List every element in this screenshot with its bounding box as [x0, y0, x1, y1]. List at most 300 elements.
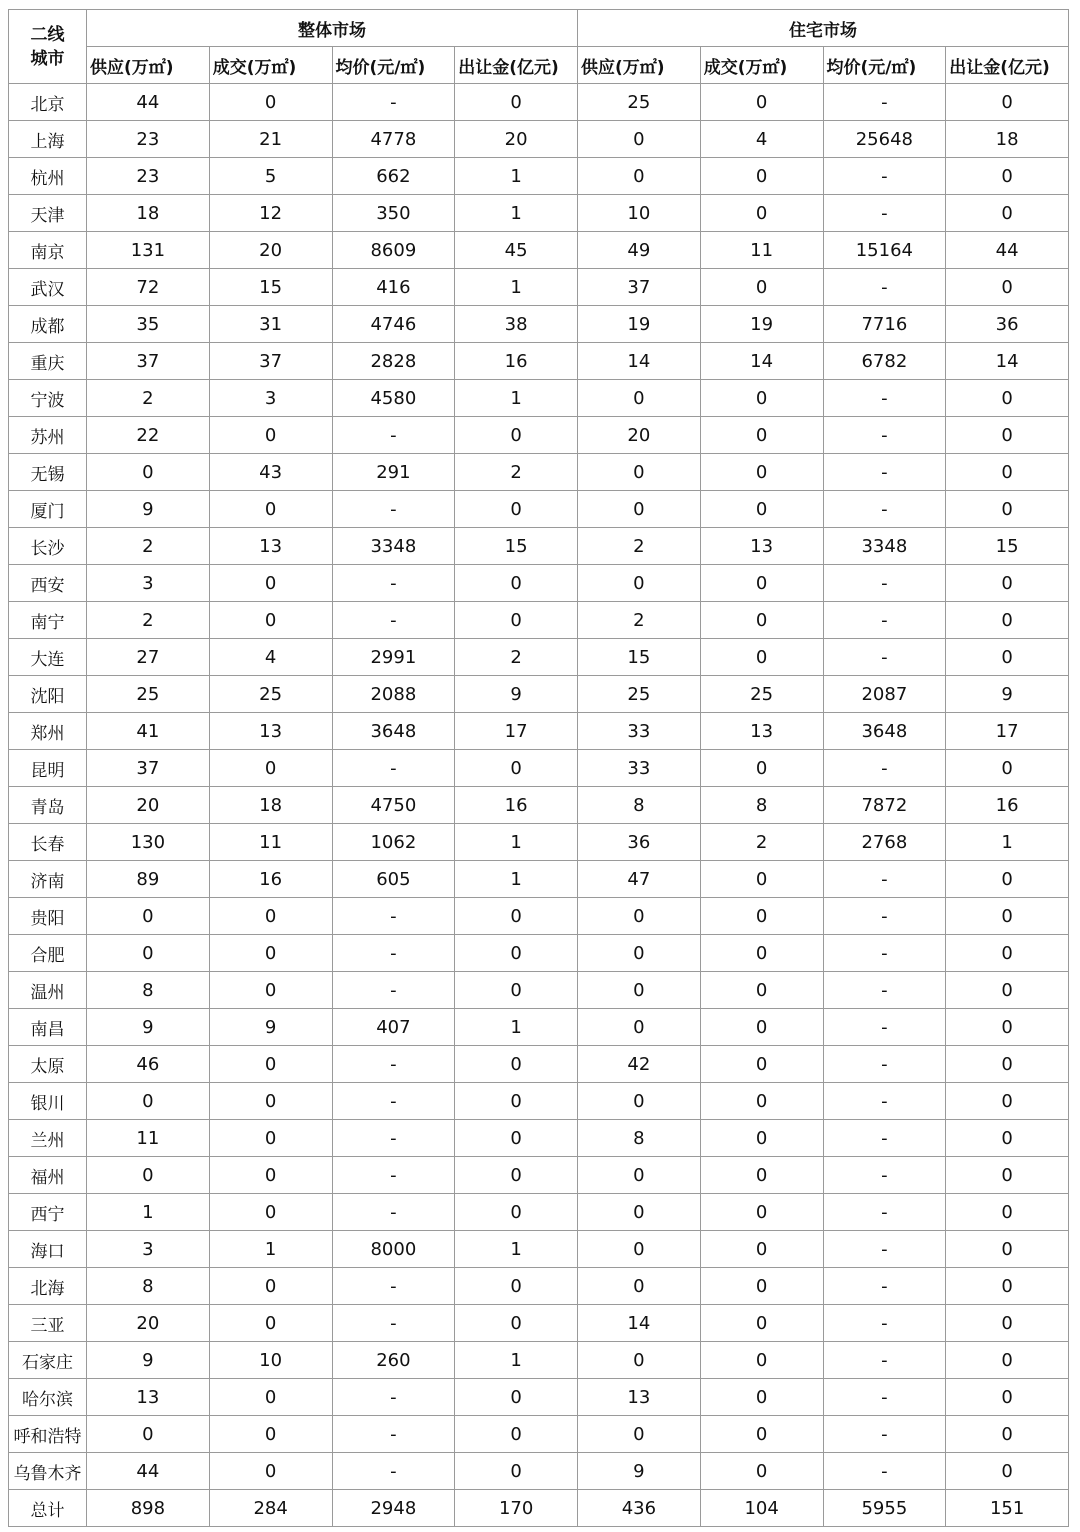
- value-cell: 0: [455, 1157, 578, 1194]
- value-cell: 0: [700, 417, 823, 454]
- value-cell: -: [823, 1157, 946, 1194]
- table-row: [9, 1379, 1069, 1416]
- value-cell: 7716: [823, 306, 946, 343]
- city-name-cell: 南昌: [9, 1009, 87, 1046]
- city-name-cell: 北海: [9, 1268, 87, 1305]
- value-cell: 0: [700, 1083, 823, 1120]
- table-row: [9, 898, 1069, 935]
- value-cell: 23: [87, 158, 210, 195]
- value-cell: 1: [209, 1231, 332, 1268]
- value-cell: 0: [946, 84, 1069, 121]
- city-name-cell: 福州: [9, 1157, 87, 1194]
- value-cell: 2: [700, 824, 823, 861]
- value-cell: 22: [87, 417, 210, 454]
- value-cell: 0: [946, 1268, 1069, 1305]
- table-row: [9, 269, 1069, 306]
- value-cell: 0: [946, 639, 1069, 676]
- value-cell: 0: [209, 972, 332, 1009]
- value-cell: -: [332, 972, 455, 1009]
- table-row: [9, 1453, 1069, 1490]
- table-row: [9, 1231, 1069, 1268]
- value-cell: 37: [209, 343, 332, 380]
- value-cell: 0: [209, 1046, 332, 1083]
- value-cell: 3: [87, 565, 210, 602]
- table-row: [9, 1305, 1069, 1342]
- value-cell: 0: [578, 565, 701, 602]
- value-cell: -: [332, 935, 455, 972]
- value-cell: -: [332, 750, 455, 787]
- value-cell: 5955: [823, 1490, 946, 1527]
- value-cell: 0: [700, 861, 823, 898]
- value-cell: 0: [455, 84, 578, 121]
- table-row: [9, 454, 1069, 491]
- value-cell: -: [332, 1083, 455, 1120]
- value-cell: 31: [209, 306, 332, 343]
- value-cell: 2: [455, 639, 578, 676]
- table-row: [9, 1120, 1069, 1157]
- table-row: [9, 935, 1069, 972]
- value-cell: 0: [209, 1157, 332, 1194]
- value-cell: 0: [946, 417, 1069, 454]
- value-cell: 10: [578, 195, 701, 232]
- value-cell: 0: [700, 972, 823, 1009]
- value-cell: 291: [332, 454, 455, 491]
- value-cell: 12: [209, 195, 332, 232]
- value-cell: 9: [209, 1009, 332, 1046]
- value-cell: 0: [946, 1453, 1069, 1490]
- value-cell: 4750: [332, 787, 455, 824]
- value-cell: -: [823, 158, 946, 195]
- value-cell: 44: [946, 232, 1069, 269]
- city-name-cell: 贵阳: [9, 898, 87, 935]
- value-cell: 89: [87, 861, 210, 898]
- value-cell: 21: [209, 121, 332, 158]
- value-cell: 0: [700, 84, 823, 121]
- value-cell: 1: [946, 824, 1069, 861]
- city-name-cell: 沈阳: [9, 676, 87, 713]
- column-header: 供应(万㎡): [87, 47, 210, 84]
- value-cell: -: [823, 1083, 946, 1120]
- value-cell: 1: [455, 195, 578, 232]
- value-cell: 0: [455, 417, 578, 454]
- value-cell: -: [823, 269, 946, 306]
- value-cell: 43: [209, 454, 332, 491]
- value-cell: 0: [700, 1231, 823, 1268]
- value-cell: 0: [700, 1379, 823, 1416]
- table-row: [9, 1416, 1069, 1453]
- value-cell: 0: [87, 1083, 210, 1120]
- value-cell: 13: [209, 713, 332, 750]
- table-row: [9, 861, 1069, 898]
- value-cell: 3: [209, 380, 332, 417]
- value-cell: 0: [946, 1194, 1069, 1231]
- value-cell: 0: [700, 1120, 823, 1157]
- value-cell: 0: [578, 898, 701, 935]
- value-cell: 9: [87, 1342, 210, 1379]
- value-cell: 8: [578, 1120, 701, 1157]
- value-cell: -: [823, 565, 946, 602]
- value-cell: 260: [332, 1342, 455, 1379]
- value-cell: 8000: [332, 1231, 455, 1268]
- city-name-cell: 总计: [9, 1490, 87, 1527]
- value-cell: 18: [209, 787, 332, 824]
- value-cell: 9: [455, 676, 578, 713]
- column-header: 成交(万㎡): [700, 47, 823, 84]
- value-cell: 33: [578, 713, 701, 750]
- value-cell: -: [823, 1379, 946, 1416]
- value-cell: 0: [578, 1342, 701, 1379]
- value-cell: 151: [946, 1490, 1069, 1527]
- value-cell: 407: [332, 1009, 455, 1046]
- value-cell: 37: [87, 750, 210, 787]
- value-cell: -: [823, 972, 946, 1009]
- value-cell: 0: [700, 898, 823, 935]
- value-cell: 14: [578, 343, 701, 380]
- table-row: [9, 1342, 1069, 1379]
- value-cell: 7872: [823, 787, 946, 824]
- value-cell: -: [332, 1416, 455, 1453]
- value-cell: 0: [209, 750, 332, 787]
- value-cell: -: [823, 454, 946, 491]
- value-cell: 25648: [823, 121, 946, 158]
- value-cell: 0: [455, 1416, 578, 1453]
- value-cell: 0: [578, 935, 701, 972]
- value-cell: 0: [209, 1194, 332, 1231]
- value-cell: 0: [578, 972, 701, 1009]
- value-cell: 3648: [823, 713, 946, 750]
- value-cell: 0: [455, 1268, 578, 1305]
- column-header: 均价(元/㎡): [332, 47, 455, 84]
- value-cell: 2948: [332, 1490, 455, 1527]
- value-cell: 38: [455, 306, 578, 343]
- value-cell: 0: [455, 1194, 578, 1231]
- value-cell: -: [823, 1416, 946, 1453]
- value-cell: 14: [946, 343, 1069, 380]
- value-cell: 0: [946, 1120, 1069, 1157]
- table-row: [9, 1268, 1069, 1305]
- value-cell: 16: [455, 787, 578, 824]
- value-cell: 11: [209, 824, 332, 861]
- value-cell: 0: [209, 1120, 332, 1157]
- city-name-cell: 三亚: [9, 1305, 87, 1342]
- value-cell: 0: [578, 1009, 701, 1046]
- value-cell: -: [823, 491, 946, 528]
- value-cell: 13: [700, 713, 823, 750]
- land-market-table: [8, 9, 1069, 1527]
- city-name-cell: 济南: [9, 861, 87, 898]
- table-row: [9, 528, 1069, 565]
- value-cell: 16: [946, 787, 1069, 824]
- value-cell: 2: [455, 454, 578, 491]
- table-row: [9, 1046, 1069, 1083]
- value-cell: 0: [700, 1046, 823, 1083]
- value-cell: 9: [946, 676, 1069, 713]
- value-cell: 0: [946, 1416, 1069, 1453]
- value-cell: -: [332, 1268, 455, 1305]
- value-cell: 0: [700, 750, 823, 787]
- value-cell: 0: [946, 491, 1069, 528]
- value-cell: 8: [578, 787, 701, 824]
- value-cell: 0: [946, 565, 1069, 602]
- value-cell: 0: [87, 898, 210, 935]
- value-cell: 0: [700, 1157, 823, 1194]
- value-cell: 0: [700, 269, 823, 306]
- value-cell: 2: [87, 602, 210, 639]
- value-cell: 20: [578, 417, 701, 454]
- value-cell: 0: [700, 158, 823, 195]
- value-cell: 25: [700, 676, 823, 713]
- city-name-cell: 南京: [9, 232, 87, 269]
- value-cell: 0: [209, 1268, 332, 1305]
- value-cell: 41: [87, 713, 210, 750]
- value-cell: 0: [209, 491, 332, 528]
- value-cell: 0: [946, 935, 1069, 972]
- value-cell: 27: [87, 639, 210, 676]
- value-cell: 0: [578, 380, 701, 417]
- table-row: [9, 713, 1069, 750]
- value-cell: 131: [87, 232, 210, 269]
- value-cell: -: [332, 1157, 455, 1194]
- value-cell: 4: [209, 639, 332, 676]
- table-header: [9, 10, 1069, 84]
- value-cell: -: [823, 1009, 946, 1046]
- value-cell: 10: [209, 1342, 332, 1379]
- city-name-cell: 海口: [9, 1231, 87, 1268]
- value-cell: 36: [578, 824, 701, 861]
- value-cell: 0: [700, 1268, 823, 1305]
- city-name-cell: 无锡: [9, 454, 87, 491]
- value-cell: 20: [455, 121, 578, 158]
- value-cell: 0: [455, 1120, 578, 1157]
- city-column-header: [9, 10, 87, 84]
- value-cell: 662: [332, 158, 455, 195]
- value-cell: 3: [87, 1231, 210, 1268]
- value-cell: -: [332, 565, 455, 602]
- value-cell: -: [823, 861, 946, 898]
- value-cell: -: [823, 1305, 946, 1342]
- value-cell: 3648: [332, 713, 455, 750]
- value-cell: 72: [87, 269, 210, 306]
- value-cell: 25: [578, 84, 701, 121]
- value-cell: 0: [700, 454, 823, 491]
- value-cell: 25: [578, 676, 701, 713]
- value-cell: -: [823, 935, 946, 972]
- value-cell: -: [823, 1453, 946, 1490]
- value-cell: 25: [209, 676, 332, 713]
- value-cell: 42: [578, 1046, 701, 1083]
- value-cell: 1: [455, 861, 578, 898]
- value-cell: -: [332, 1453, 455, 1490]
- value-cell: -: [823, 195, 946, 232]
- value-cell: 46: [87, 1046, 210, 1083]
- value-cell: 1: [455, 158, 578, 195]
- value-cell: 0: [455, 1305, 578, 1342]
- city-name-cell: 西安: [9, 565, 87, 602]
- city-name-cell: 乌鲁木齐: [9, 1453, 87, 1490]
- value-cell: 36: [946, 306, 1069, 343]
- table-row: [9, 195, 1069, 232]
- value-cell: 1: [455, 1342, 578, 1379]
- value-cell: 4746: [332, 306, 455, 343]
- table-row: [9, 343, 1069, 380]
- value-cell: 0: [209, 898, 332, 935]
- value-cell: 1: [87, 1194, 210, 1231]
- value-cell: 15: [455, 528, 578, 565]
- value-cell: 0: [578, 121, 701, 158]
- city-name-cell: 郑州: [9, 713, 87, 750]
- column-header: 出让金(亿元): [455, 47, 578, 84]
- city-name-cell: 兰州: [9, 1120, 87, 1157]
- table-row: [9, 121, 1069, 158]
- value-cell: 37: [578, 269, 701, 306]
- value-cell: -: [823, 898, 946, 935]
- value-cell: 23: [87, 121, 210, 158]
- value-cell: -: [823, 1194, 946, 1231]
- value-cell: 0: [209, 935, 332, 972]
- value-cell: 0: [700, 195, 823, 232]
- city-name-cell: 宁波: [9, 380, 87, 417]
- value-cell: 0: [700, 1305, 823, 1342]
- value-cell: 15: [209, 269, 332, 306]
- city-name-cell: 太原: [9, 1046, 87, 1083]
- city-name-cell: 哈尔滨: [9, 1379, 87, 1416]
- value-cell: 0: [455, 602, 578, 639]
- table-row: [9, 232, 1069, 269]
- value-cell: 898: [87, 1490, 210, 1527]
- value-cell: -: [332, 491, 455, 528]
- value-cell: 0: [455, 972, 578, 1009]
- value-cell: 3348: [823, 528, 946, 565]
- value-cell: 18: [946, 121, 1069, 158]
- value-cell: 0: [946, 1157, 1069, 1194]
- table-row: [9, 1194, 1069, 1231]
- value-cell: 0: [946, 602, 1069, 639]
- value-cell: 0: [209, 84, 332, 121]
- value-cell: 1: [455, 380, 578, 417]
- city-name-cell: 南宁: [9, 602, 87, 639]
- value-cell: 1: [455, 1231, 578, 1268]
- city-name-cell: 长春: [9, 824, 87, 861]
- value-cell: 0: [700, 1009, 823, 1046]
- value-cell: 0: [209, 602, 332, 639]
- value-cell: 2087: [823, 676, 946, 713]
- column-header: 成交(万㎡): [209, 47, 332, 84]
- value-cell: 0: [700, 565, 823, 602]
- value-cell: -: [332, 1046, 455, 1083]
- value-cell: 416: [332, 269, 455, 306]
- city-name-cell: 合肥: [9, 935, 87, 972]
- value-cell: 350: [332, 195, 455, 232]
- value-cell: 0: [578, 1268, 701, 1305]
- value-cell: 0: [700, 1194, 823, 1231]
- value-cell: 0: [578, 158, 701, 195]
- value-cell: 14: [578, 1305, 701, 1342]
- table-row: [9, 1157, 1069, 1194]
- city-name-cell: 石家庄: [9, 1342, 87, 1379]
- value-cell: -: [332, 1194, 455, 1231]
- value-cell: 0: [700, 1342, 823, 1379]
- value-cell: 13: [209, 528, 332, 565]
- city-name-cell: 银川: [9, 1083, 87, 1120]
- value-cell: 0: [700, 491, 823, 528]
- value-cell: 18: [87, 195, 210, 232]
- value-cell: 49: [578, 232, 701, 269]
- city-name-cell: 大连: [9, 639, 87, 676]
- value-cell: 0: [209, 1416, 332, 1453]
- value-cell: 0: [578, 1157, 701, 1194]
- value-cell: 436: [578, 1490, 701, 1527]
- value-cell: 0: [700, 1416, 823, 1453]
- value-cell: -: [332, 898, 455, 935]
- residential-market-header: 住宅市场: [578, 10, 1069, 47]
- value-cell: 0: [455, 1083, 578, 1120]
- value-cell: 16: [455, 343, 578, 380]
- value-cell: -: [332, 84, 455, 121]
- city-name-cell: 杭州: [9, 158, 87, 195]
- value-cell: 0: [946, 158, 1069, 195]
- value-cell: 0: [87, 1157, 210, 1194]
- table-row: [9, 417, 1069, 454]
- value-cell: 35: [87, 306, 210, 343]
- value-cell: -: [823, 750, 946, 787]
- city-name-cell: 厦门: [9, 491, 87, 528]
- value-cell: 8: [87, 1268, 210, 1305]
- column-header: 均价(元/㎡): [823, 47, 946, 84]
- value-cell: 19: [578, 306, 701, 343]
- value-cell: 0: [209, 1305, 332, 1342]
- city-header-line1: 二线: [30, 24, 65, 45]
- value-cell: 0: [455, 1379, 578, 1416]
- value-cell: 9: [87, 491, 210, 528]
- value-cell: -: [823, 1120, 946, 1157]
- value-cell: 19: [700, 306, 823, 343]
- value-cell: 0: [87, 454, 210, 491]
- value-cell: 0: [578, 1083, 701, 1120]
- value-cell: 0: [209, 565, 332, 602]
- value-cell: 4580: [332, 380, 455, 417]
- value-cell: 17: [946, 713, 1069, 750]
- value-cell: 15: [946, 528, 1069, 565]
- city-header-line2: 城市: [30, 48, 65, 69]
- city-name-cell: 西宁: [9, 1194, 87, 1231]
- value-cell: 0: [700, 935, 823, 972]
- value-cell: 0: [578, 454, 701, 491]
- value-cell: 0: [455, 898, 578, 935]
- value-cell: 0: [700, 602, 823, 639]
- value-cell: -: [332, 1120, 455, 1157]
- value-cell: 2088: [332, 676, 455, 713]
- value-cell: -: [823, 1342, 946, 1379]
- table-row: [9, 824, 1069, 861]
- value-cell: 0: [946, 1046, 1069, 1083]
- value-cell: 0: [578, 1231, 701, 1268]
- value-cell: 1: [455, 824, 578, 861]
- value-cell: 5: [209, 158, 332, 195]
- value-cell: 0: [946, 898, 1069, 935]
- value-cell: 20: [209, 232, 332, 269]
- value-cell: 13: [578, 1379, 701, 1416]
- value-cell: 6782: [823, 343, 946, 380]
- value-cell: -: [823, 84, 946, 121]
- value-cell: 11: [87, 1120, 210, 1157]
- value-cell: 1: [455, 1009, 578, 1046]
- value-cell: 8: [87, 972, 210, 1009]
- value-cell: 0: [209, 417, 332, 454]
- value-cell: -: [823, 1231, 946, 1268]
- value-cell: 2828: [332, 343, 455, 380]
- value-cell: 0: [209, 1083, 332, 1120]
- city-name-cell: 苏州: [9, 417, 87, 454]
